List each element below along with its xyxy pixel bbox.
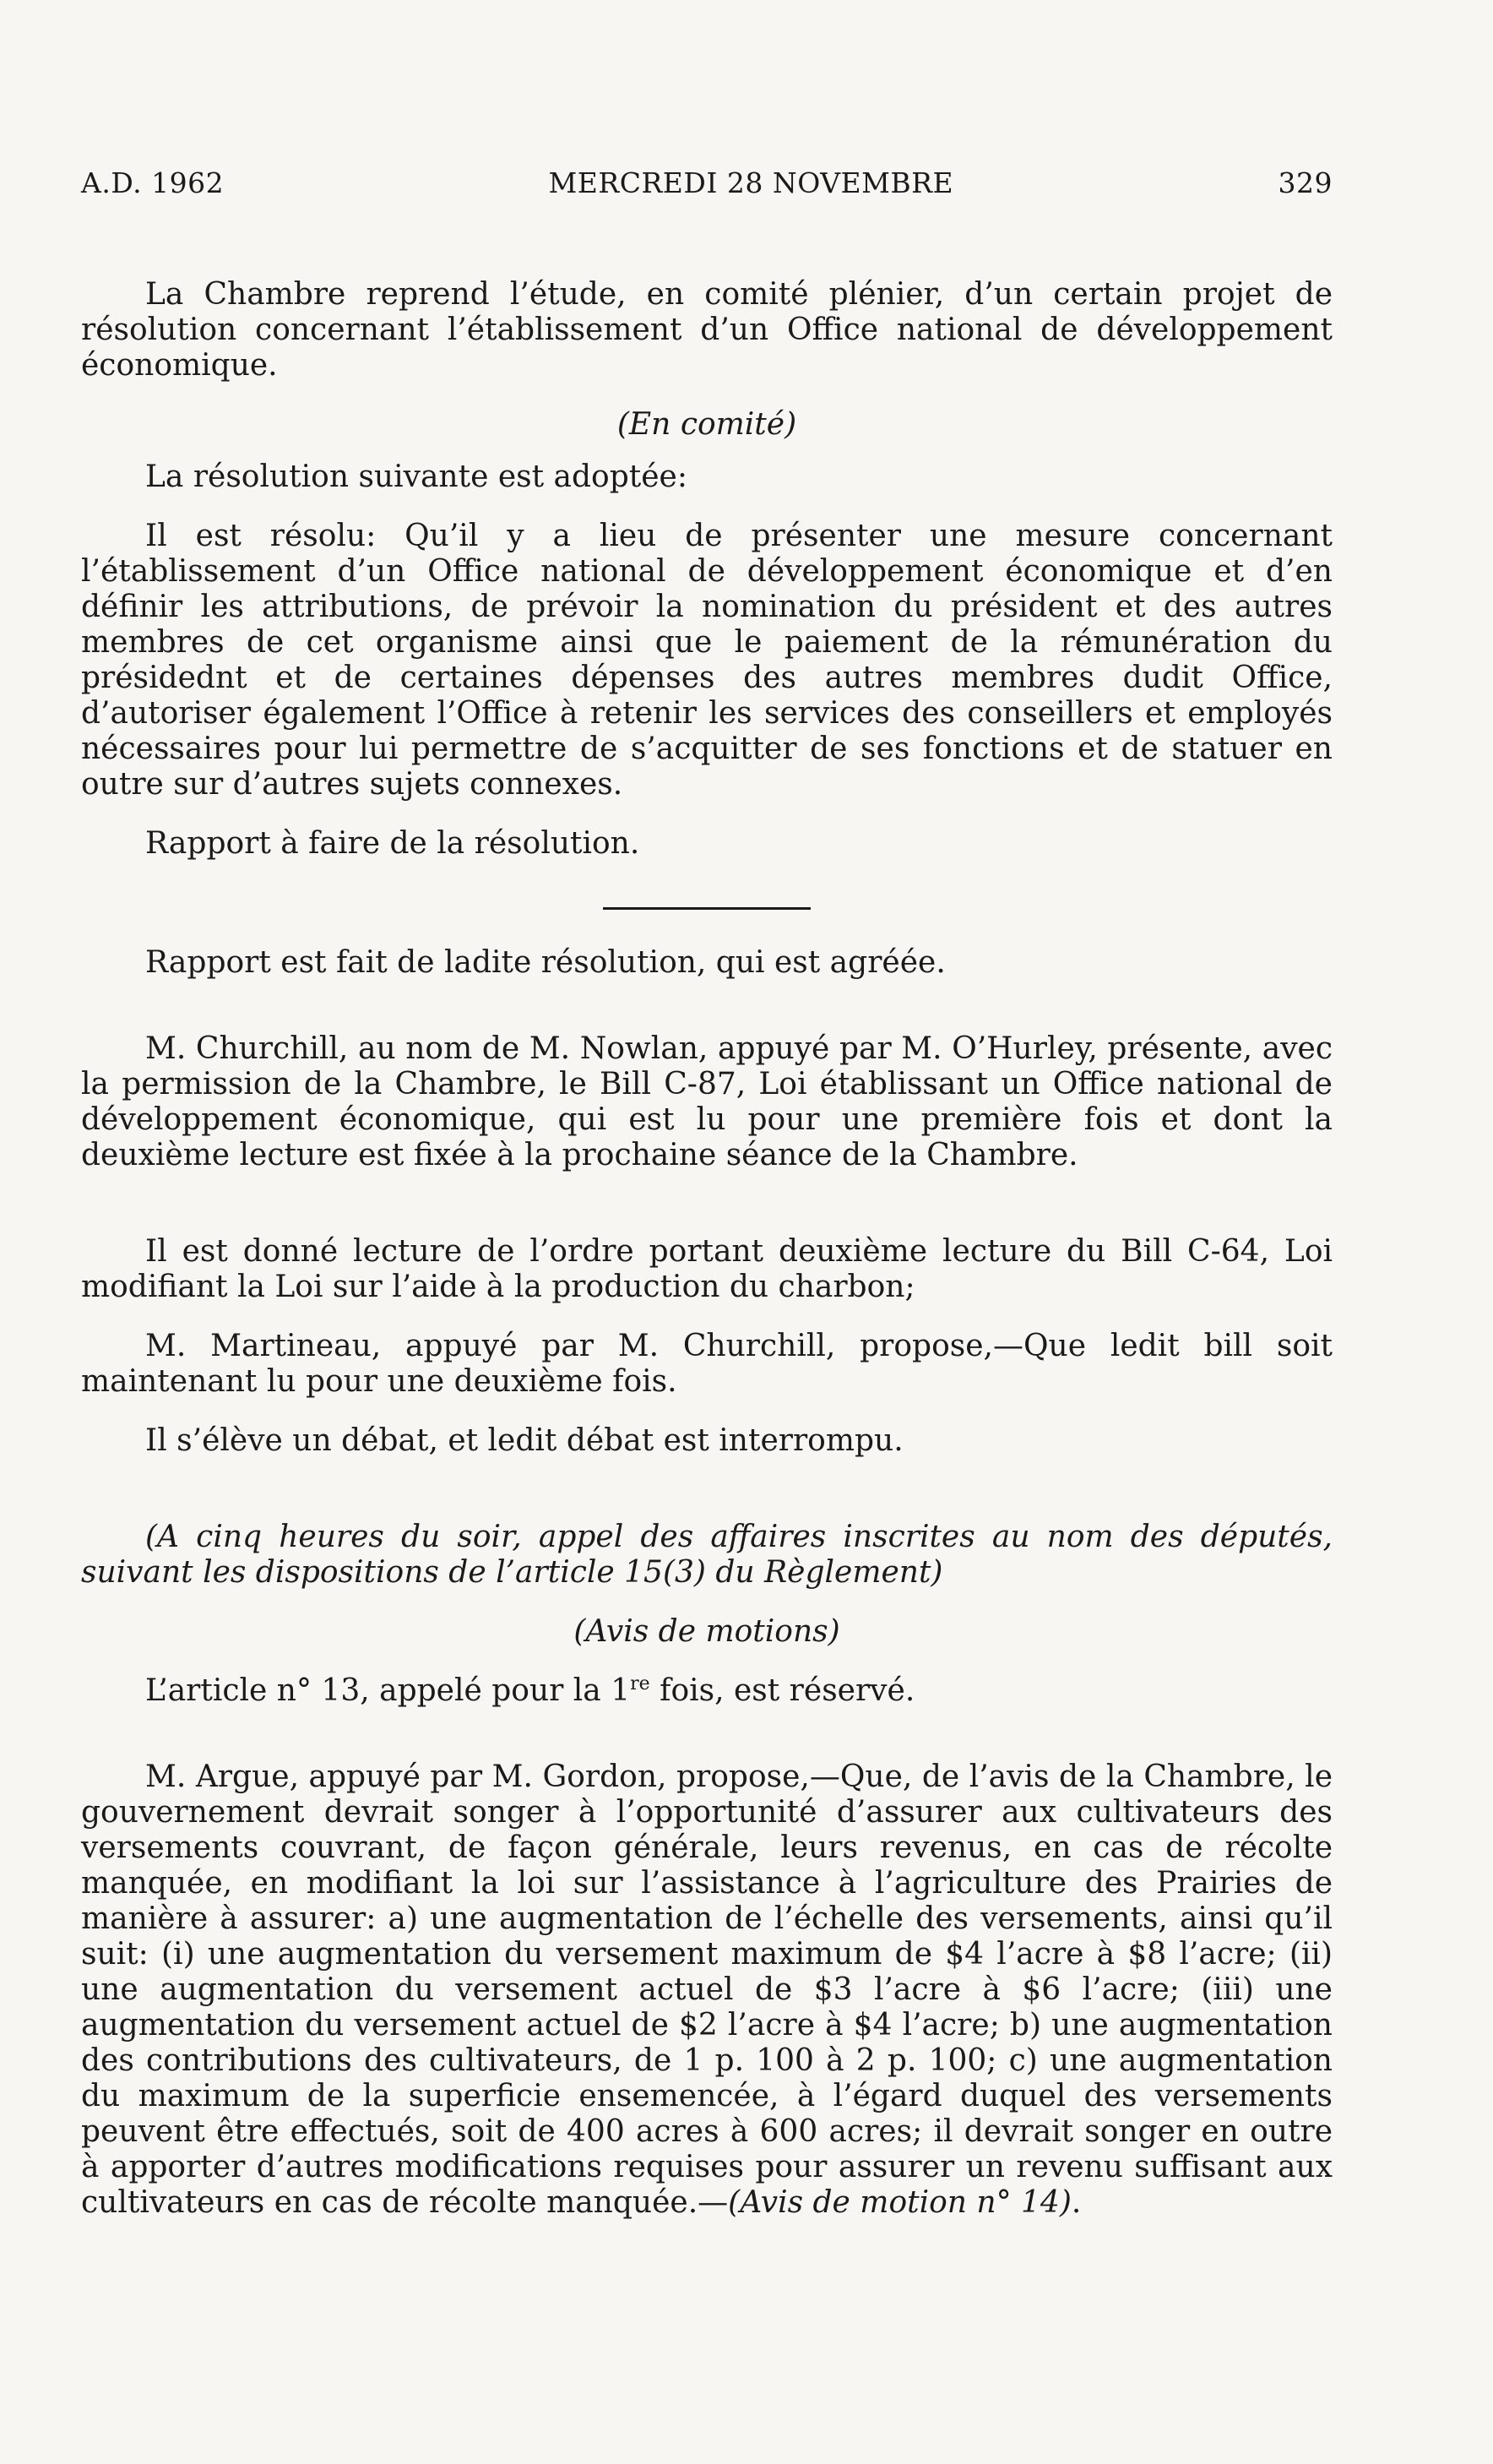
argue-motion-text: M. Argue, appuyé par M. Gordon, propose,—Que, de l’avis de la Chambre, le gouvernement devrait songer à l’opportunité d’assurer aux cultivateurs des versements couvrant, de façon générale, leurs revenus, en cas de récolte manquée, en modifiant la loi sur l’assistance à l’agriculture des Prairies de manière à assurer: a) une augmentation de l’échelle des versements, ainsi qu’il suit: (i) une augmentation du versement maximum de $4 l’acre à $8 l’acre; (ii) une augmentation du versement actuel de $3 l’acre à $6 l’acre; (iii) une augmentation du versement actuel de $2 l’acre à $4 l’acre; b) une augmentation des contributions des cultivateurs, de 1 p. 100 à 2 p. 100; c) une augmentation du maximum de la superficie ensemencée, à l’égard duquel des versements peuvent être effectués, soit de 400 acres à 600 acres; il devrait songer en outre à apporter d’autres modifications requises pour assurer un revenu suffisant aux cultivateurs en cas de récolte manquée.— — [81, 1760, 1333, 2220]
paragraph-bill-c64: Il est donné lecture de l’ordre portant deuxième lecture du Bill C-64, Loi modifiant la Loi sur l’aide à la production du charbon; — [81, 1234, 1333, 1304]
paragraph-resolution-text: Il est résolu: Qu’il y a lieu de présenter une mesure concernant l’établissement d’un Office national de développement économique et d’en définir les attributions, de prévoir la nomination du président et des autres membres de cet organisme ainsi que le paiement de la rémunération du présidednt et de certaines dépenses des autres membres dudit Office, d’autoriser également l’Office à retenir les services des conseillers et employés nécessaires pour lui permettre de s’acquitter de ses fonctions et de statuer en outre sur d’autres sujets connexes. — [81, 519, 1333, 802]
article-13-text-end: fois, est réservé. — [649, 1673, 915, 1708]
paragraph-debate-interrupted: Il s’élève un débat, et ledit débat est interrompu. — [145, 1423, 904, 1458]
paragraph-report-agreed: Rapport est fait de ladite résolution, qui est agréée. — [145, 945, 946, 980]
motion-reference: (Avis de motion n° 14) — [728, 2185, 1072, 2220]
paragraph-resolution-adopted: La résolution suivante est adoptée: — [145, 460, 687, 494]
heading-en-comite: (En comité) — [616, 407, 797, 442]
paragraph-argue-motion — [81, 1760, 1333, 2221]
ordinal-superscript: re — [630, 1673, 650, 1694]
heading-avis-de-motions: (Avis de motions) — [573, 1614, 840, 1649]
paragraph-article-13 — [81, 1673, 1333, 1709]
motion-end: . — [1071, 2185, 1082, 2220]
running-header — [81, 166, 1333, 201]
paragraph-private-members-business: (A cinq heures du soir, appel des affaires inscrites au nom des députés, suivant les dispositions de l’article 15(3) du Règlement) — [81, 1520, 1333, 1590]
header-year: A.D. 1962 — [81, 166, 225, 199]
paragraph-committee-resumes: La Chambre reprend l’étude, en comité plénier, d’un certain projet de résolution concernant l’établissement d’un Office national de développement économique. — [81, 277, 1333, 383]
paragraph-report-to-make: Rapport à faire de la résolution. — [145, 826, 640, 861]
paragraph-bill-c87: M. Churchill, au nom de M. Nowlan, appuyé par M. O’Hurley, présente, avec la permission de la Chambre, le Bill C-87, Loi établissant un Office national de développement économique, qui est lu pour une première fois et dont la deuxième lecture est fixée à la prochaine séance de la Chambre. — [81, 1031, 1333, 1172]
paragraph-martineau-motion: M. Martineau, appuyé par M. Churchill, propose,—Que ledit bill soit maintenant lu pour une deuxième fois. — [81, 1329, 1333, 1399]
header-date: MERCREDI 28 NOVEMBRE — [548, 166, 954, 199]
article-13-text: L’article n° 13, appelé pour la 1 — [145, 1673, 631, 1708]
page-number: 329 — [1278, 166, 1333, 199]
section-divider — [603, 907, 811, 910]
